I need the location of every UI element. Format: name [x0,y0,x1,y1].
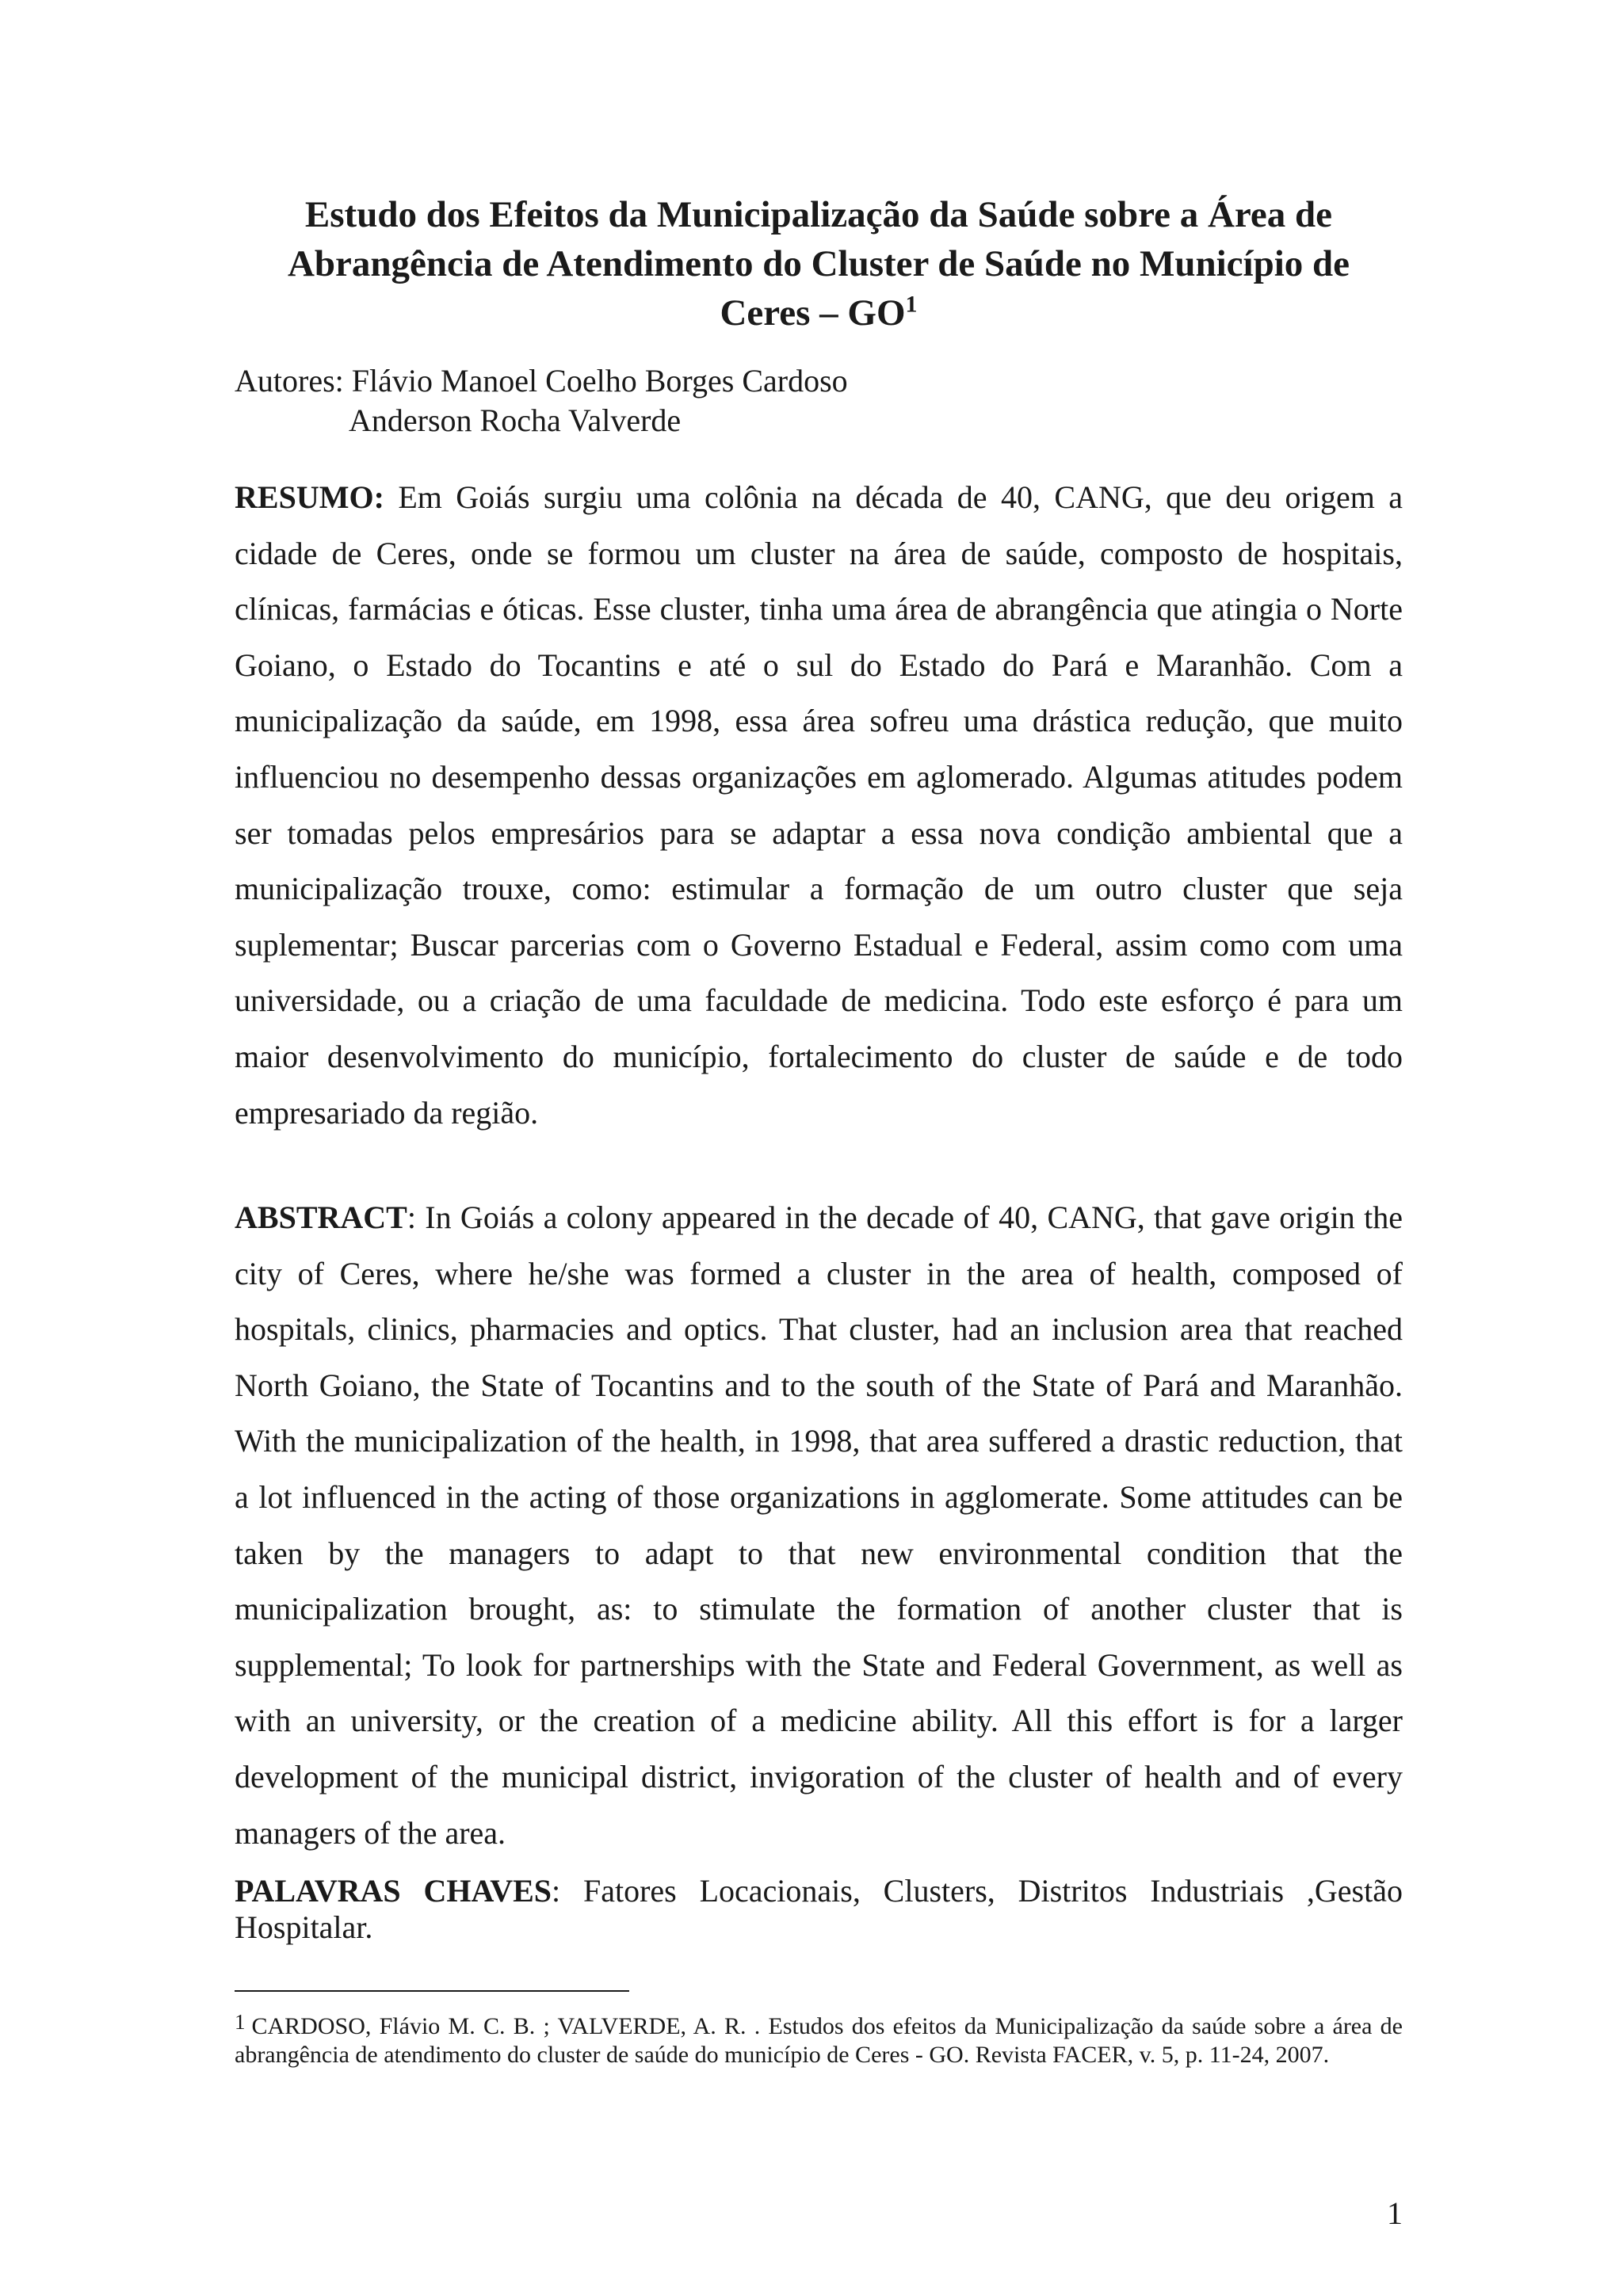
keywords-paragraph [235,1873,1403,1946]
footnote-text: CARDOSO, Flávio M. C. B. ; VALVERDE, A. R. . Estudos dos efeitos da Municipalização da saúde sobre a área de abrangência de atendimento do cluster de saúde do município de Ceres - GO. Revista FACER, v. 5, p. 11-24, 2007. [235,2013,1403,2068]
resumo-paragraph [235,470,1403,1141]
resumo-label: RESUMO: [235,479,384,515]
authors-first: Autores: Flávio Manoel Coelho Borges Cardoso [235,363,848,399]
abstract-label: ABSTRACT [235,1199,407,1235]
title-line-3 [235,288,1403,338]
title-footnote-ref[interactable]: 1 [905,291,918,318]
title-line-2: Abrangência de Atendimento do Cluster de Saúde no Município de [287,243,1350,284]
keywords-label: PALAVRAS CHAVES [235,1873,552,1909]
abstract-text: : In Goiás a colony appeared in the decade of 40, CANG, that gave origin the city of Ceres, where he/she was formed a cluster in the area of health, composed of hospitals, clinics, pharmacies and optics. That cluster, had an inclusion area that reached North Goiano, the State of Tocantins and to the south of the State of Pará and Maranhão. With the municipalization of the health, in 1998, that area suffered a drastic reduction, that a lot influenced in the acting of those organizations in agglomerate. Some attitudes can be taken by the managers to adapt to that new environmental condition that the municipalization brought, as: to stimulate the formation of another cluster that is supplemental; To look for partnerships with the State and Federal Government, as well as with an university, or the creation of a medicine ability. All this effort is for a larger development of the municipal district, invigoration of the cluster of health and of every managers of the area. [235,1199,1403,1851]
footnote-separator [235,1990,629,1992]
title-line-1: Estudo dos Efeitos da Municipalização da Saúde sobre a Área de [304,194,1333,235]
resumo-text: Em Goiás surgiu uma colônia na década de 40, CANG, que deu origem a cidade de Ceres, onde se formou um cluster na área de saúde, composto de hospitais, clínicas, farmácias e óticas. Esse cluster, tinha uma área de abrangência que atingia o Norte Goiano, o Estado do Tocantins e até o sul do Estado do Pará e Maranhão. Com a municipalização da saúde, em 1998, essa área sofreu uma drástica redução, que muito influenciou no desempenho dessas organizações em aglomerado. Algumas atitudes podem ser tomadas pelos empresários para se adaptar a essa nova condição ambiental que a municipalização trouxe, como: estimular a formação de um outro cluster que seja suplementar; Buscar parcerias com o Governo Estadual e Federal, assim como com uma universidade, ou a criação de uma faculdade de medicina. Todo este esforço é para um maior desenvolvimento do município, fortalecimento do cluster de saúde e de todo empresariado da região. [235,479,1403,1131]
title-line-3-text: Ceres – GO [720,292,906,334]
footnote-marker: 1 [235,2010,246,2034]
authors-second: Anderson Rocha Valverde [349,402,682,438]
paper-title [235,190,1403,338]
footnote [235,2012,1403,2069]
keywords-text: : Fatores Locacionais, Clusters, Distritos Industriais ,Gestão Hospitalar. [235,1873,1403,1945]
authors-block [235,361,848,441]
page-number: 1 [1387,2195,1403,2231]
abstract-paragraph [235,1190,1403,1861]
